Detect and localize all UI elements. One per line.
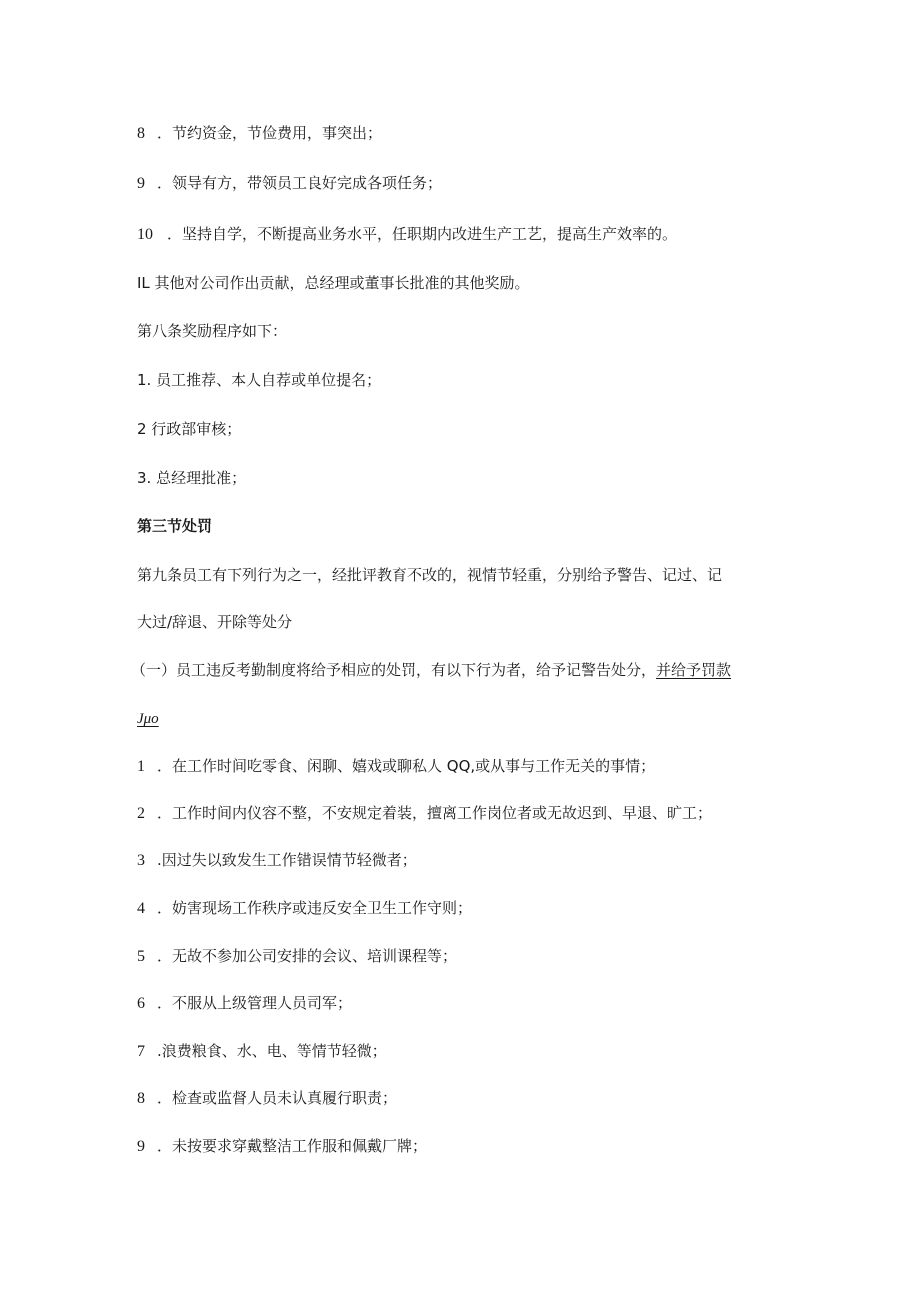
procedure-step-1: 1. 员工推荐、本人自荐或单位提名； bbox=[137, 371, 382, 389]
penalty-item-2 bbox=[137, 803, 712, 824]
item-text: ．检查或监督人员未认真履行职责； bbox=[157, 1089, 398, 1107]
penalty-item-3 bbox=[137, 850, 417, 871]
clause-1-underlined: 并给予罚款 bbox=[656, 661, 732, 679]
reward-item-11: IL 其他对公司作出贡献，总经理或董事长批准的其他奖励。 bbox=[137, 274, 530, 292]
penalty-item-6 bbox=[137, 993, 352, 1014]
item-number: 9 bbox=[137, 175, 145, 192]
clause-1-tail-text: Jμo bbox=[137, 711, 159, 727]
item-number: 3 bbox=[137, 852, 145, 869]
item-number: 1 bbox=[137, 758, 145, 775]
article-9-line-1: 第九条员工有下列行为之一，经批评教育不改的，视情节轻重，分别给予警告、记过、记 bbox=[137, 566, 723, 584]
article-9-line-2: 大过/辞退、开除等处分 bbox=[137, 613, 293, 631]
item-number: 6 bbox=[137, 995, 145, 1012]
item-number: 2 bbox=[137, 805, 145, 822]
penalty-item-4 bbox=[137, 898, 472, 919]
penalty-item-5 bbox=[137, 946, 457, 967]
penalty-item-7 bbox=[137, 1041, 387, 1062]
item-number: 4 bbox=[137, 900, 145, 917]
item-text: ．工作时间内仪容不整，不安规定着装，擅离工作岗位者或无故迟到、早退、旷工； bbox=[157, 804, 713, 822]
item-text: ．未按要求穿戴整洁工作服和佩戴厂牌； bbox=[157, 1137, 428, 1155]
item-number: 10 bbox=[137, 226, 153, 243]
item-text: .浪费粮食、水、电、等情节轻微； bbox=[157, 1042, 387, 1060]
reward-item-10 bbox=[137, 224, 677, 245]
item-number: 8 bbox=[137, 1090, 145, 1107]
item-text: .因过失以致发生工作错误情节轻微者； bbox=[157, 851, 417, 869]
penalty-item-8 bbox=[137, 1088, 397, 1109]
item-text: ．无故不参加公司安排的会议、培训课程等； bbox=[157, 947, 458, 965]
procedure-step-3: 3. 总经理批准； bbox=[137, 469, 247, 487]
item-number: 5 bbox=[137, 948, 145, 965]
clause-1-tail bbox=[137, 708, 159, 729]
item-number: 7 bbox=[137, 1043, 145, 1060]
item-number: 8 bbox=[137, 125, 145, 142]
item-text: ．不服从上级管理人员司军； bbox=[157, 994, 353, 1012]
item-number: 9 bbox=[137, 1138, 145, 1155]
item-text: ．领导有方，带领员工良好完成各项任务； bbox=[157, 174, 443, 192]
penalty-item-1 bbox=[137, 756, 655, 777]
item-text: ．在工作时间吃零食、闲聊、嬉戏或聊私人 QQ,或从事与工作无关的事情； bbox=[157, 757, 656, 775]
penalty-item-9 bbox=[137, 1136, 427, 1157]
reward-item-9 bbox=[137, 173, 442, 194]
clause-1-main: （一）员工违反考勤制度将给予相应的处罚，有以下行为者，给予记警告处分， bbox=[131, 661, 657, 679]
reward-item-8 bbox=[137, 123, 382, 144]
item-text: ．妨害现场工作秩序或违反安全卫生工作守则； bbox=[157, 899, 473, 917]
item-text: ．节约资金，节俭费用，事突出； bbox=[157, 124, 383, 142]
section-title: 第三节处罚 bbox=[137, 517, 213, 535]
clause-1 bbox=[131, 660, 731, 680]
article-8-heading: 第八条奖励程序如下： bbox=[137, 322, 288, 340]
procedure-step-2: 2 行政部审核； bbox=[137, 420, 242, 438]
item-text: ．坚持自学，不断提高业务水平，任职期内改进生产工艺，提高生产效率的。 bbox=[167, 225, 678, 243]
